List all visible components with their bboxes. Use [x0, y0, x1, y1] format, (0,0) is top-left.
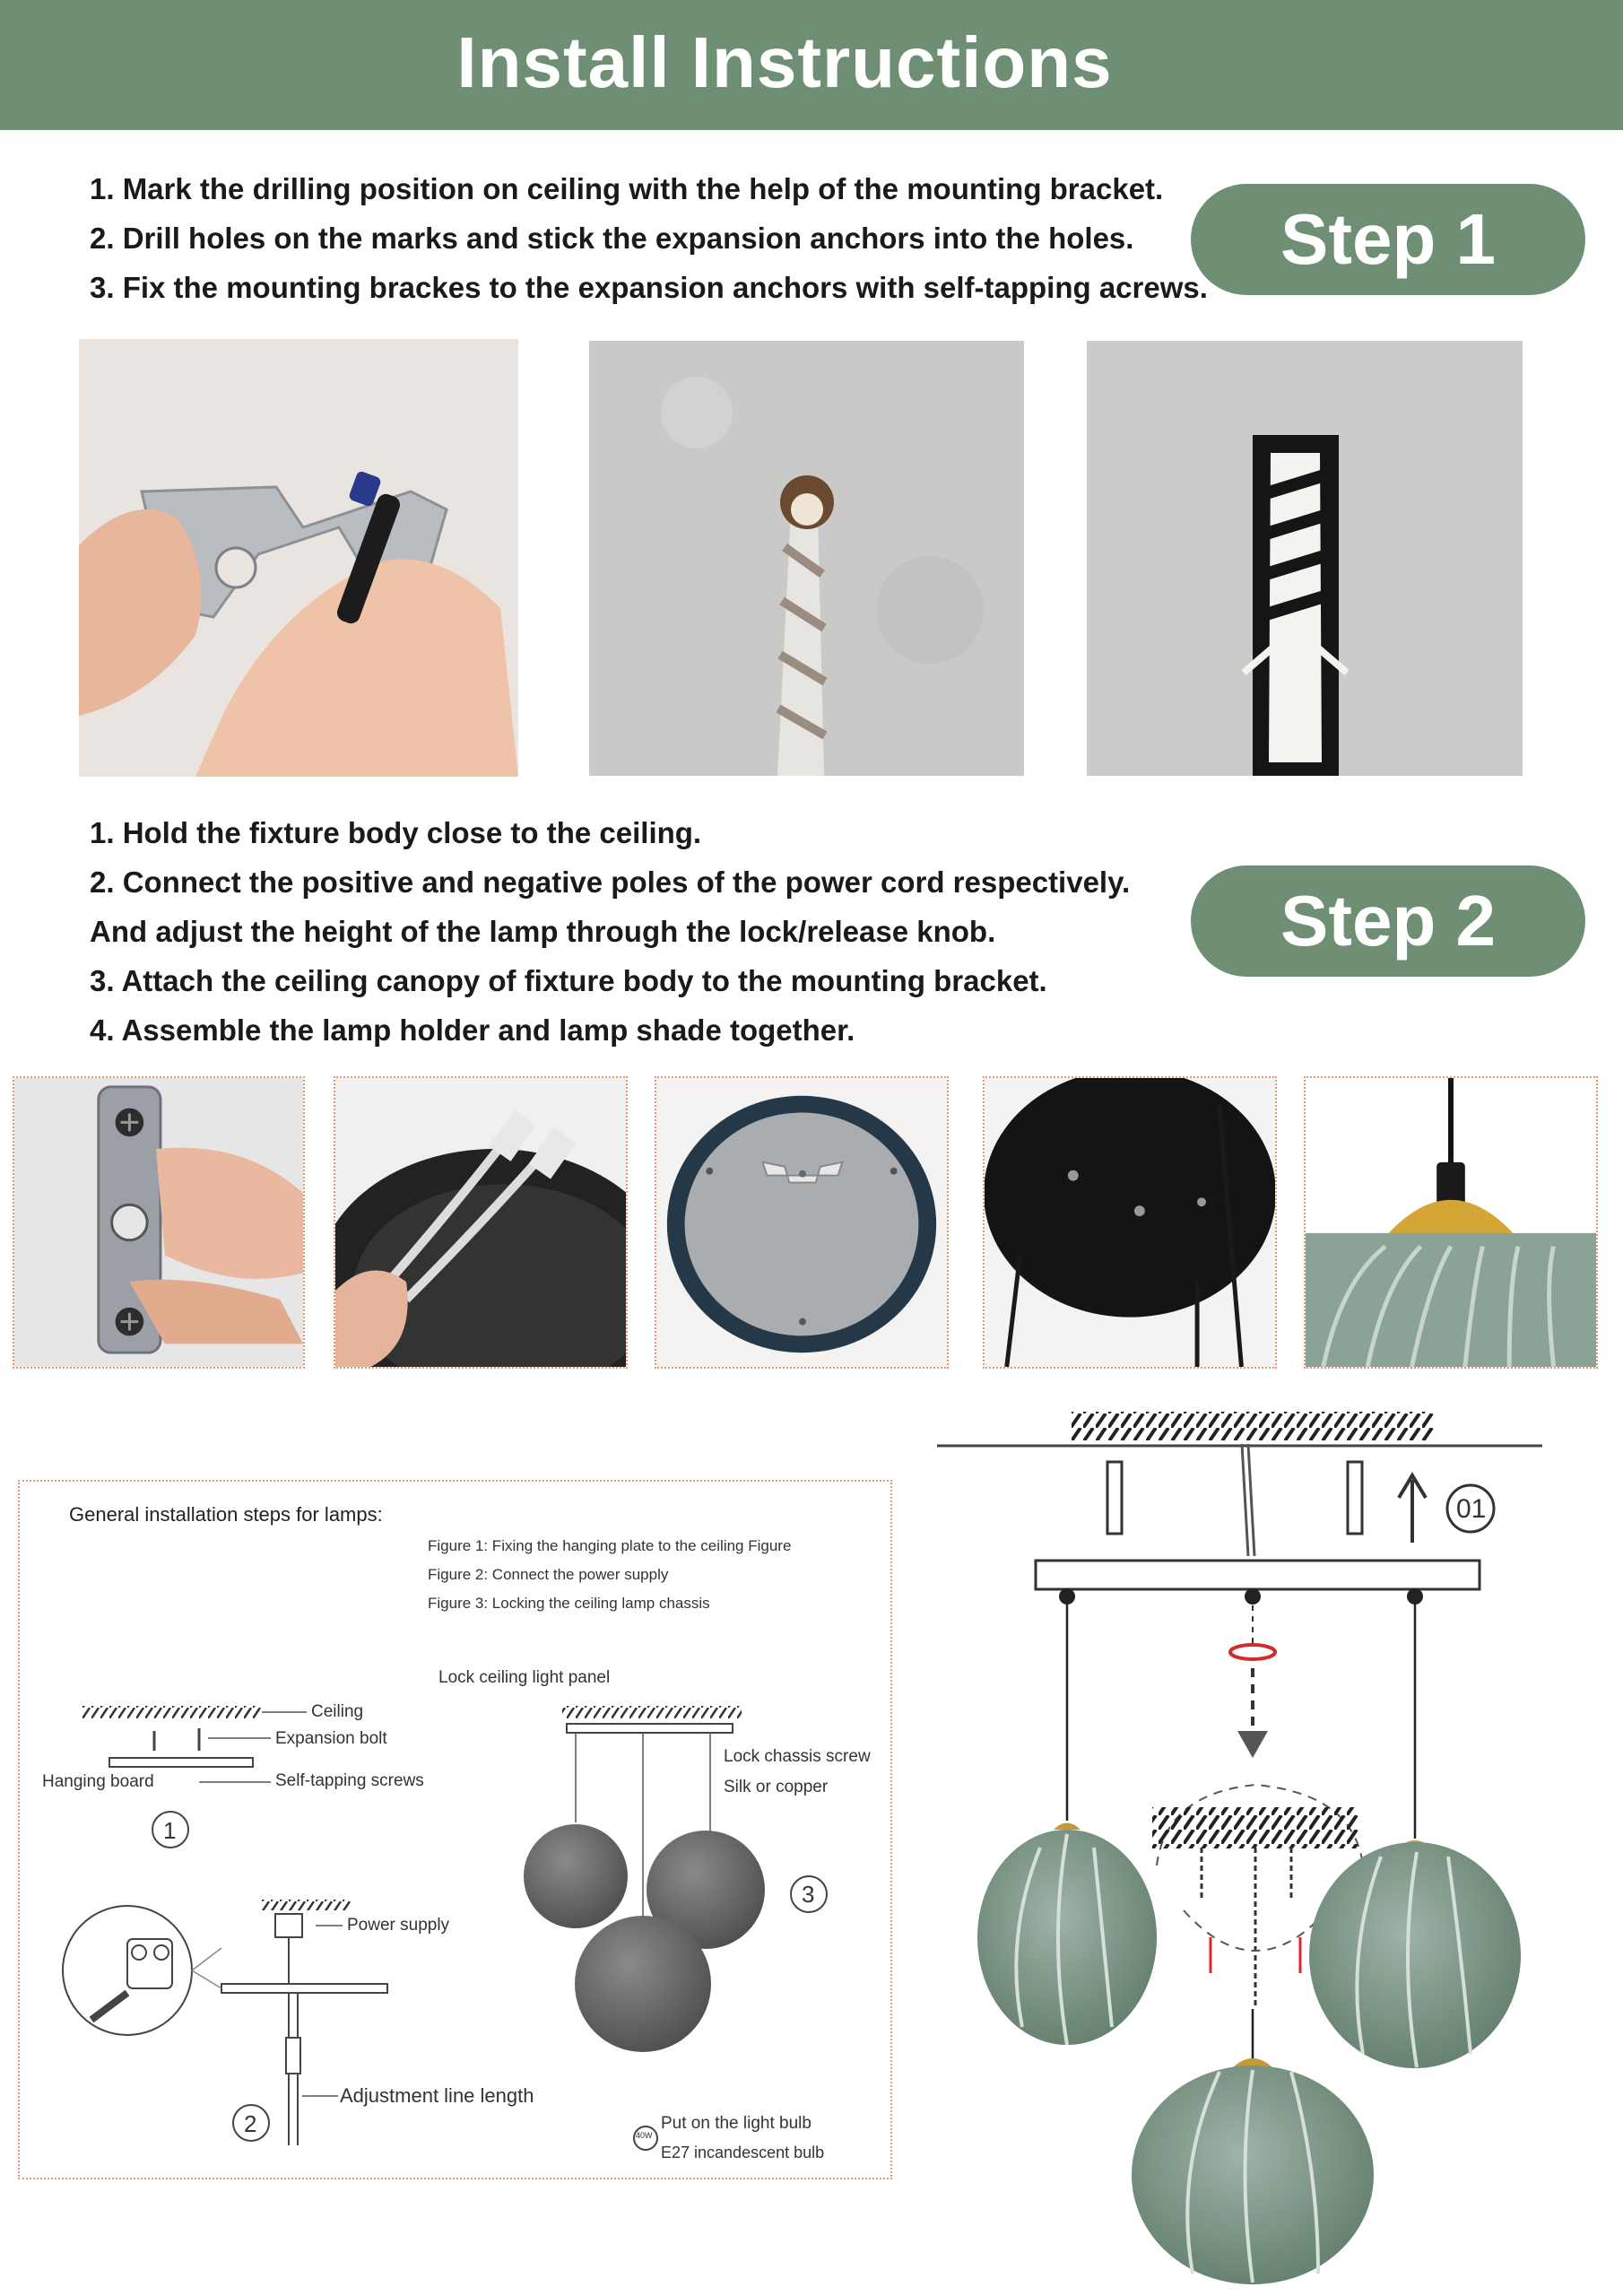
- label-lock-ceiling-panel: Lock ceiling light panel: [438, 1668, 611, 1687]
- step2-instruction: And adjust the height of the lamp through the lock/release knob.: [90, 915, 996, 948]
- label-hanging-board: Hanging board: [42, 1772, 154, 1791]
- photo-drill-bit: [589, 341, 1024, 776]
- figure-caption: Figure 3: Locking the ceiling lamp chassis: [428, 1595, 710, 1612]
- figure-caption: Figure 2: Connect the power supply: [428, 1566, 669, 1583]
- label-e27-bulb: E27 incandescent bulb: [661, 2144, 825, 2161]
- label-expansion-bolt: Expansion bolt: [275, 1729, 387, 1748]
- exploded-step-number: 01: [1456, 1494, 1487, 1524]
- exploded-lamp-diagram: [933, 1399, 1560, 2287]
- step2-instruction: 3. Attach the ceiling canopy of fixture body to the mounting bracket.: [90, 964, 1047, 997]
- photo-wire-connection: [334, 1076, 628, 1369]
- step1-instruction: 3. Fix the mounting brackes to the expansion anchors with self-tapping acrews.: [90, 271, 1208, 304]
- photo-expansion-anchor: [1087, 341, 1523, 776]
- label-self-tapping-screws: Self-tapping screws: [275, 1771, 424, 1790]
- step2-instruction: 4. Assemble the lamp holder and lamp shade together.: [90, 1013, 855, 1047]
- photo-canopy-inside: [655, 1076, 949, 1369]
- figure-number-2: 2: [244, 2110, 257, 2137]
- label-power-supply: Power supply: [347, 1916, 450, 1935]
- step2-instruction: 2. Connect the positive and negative poles of the power cord respectively.: [90, 865, 1131, 899]
- photo-bracket-screws: [13, 1076, 305, 1369]
- photo-canopy-mounted: [983, 1076, 1277, 1369]
- general-install-diagram: [18, 1480, 892, 2179]
- figure-number-1: 1: [163, 1817, 177, 1844]
- figure-number-3: 3: [802, 1881, 815, 1908]
- step1-instruction: 2. Drill holes on the marks and stick the expansion anchors into the holes.: [90, 222, 1134, 255]
- page-title: Install Instructions: [456, 22, 1113, 102]
- label-adjustment-line-length: Adjustment line length: [340, 2084, 534, 2107]
- photo-lamp-holder-shade: [1304, 1076, 1598, 1369]
- label-lock-chassis-screw: Lock chassis screw: [724, 1747, 871, 1766]
- label-put-on-bulb: Put on the light bulb: [661, 2114, 812, 2133]
- label-silk-or-copper: Silk or copper: [724, 1778, 829, 1796]
- diagram-heading: General installation steps for lamps:: [69, 1503, 383, 1526]
- step1-badge: Step 1: [1191, 184, 1585, 295]
- step2-instructions: [90, 808, 1130, 1055]
- photo-marking-bracket: [79, 339, 518, 777]
- title-banner: [0, 0, 1623, 130]
- step1-instruction: 1. Mark the drilling position on ceiling with the help of the mounting bracket.: [90, 172, 1164, 205]
- bulb-icon: 40W: [636, 2131, 653, 2140]
- step2-instruction: 1. Hold the fixture body close to the ceiling.: [90, 816, 702, 849]
- label-ceiling: Ceiling: [311, 1702, 364, 1721]
- step1-instructions: [90, 164, 1208, 312]
- step2-badge: Step 2: [1191, 865, 1585, 977]
- figure-caption: Figure 1: Fixing the hanging plate to the ceiling Figure: [428, 1537, 792, 1554]
